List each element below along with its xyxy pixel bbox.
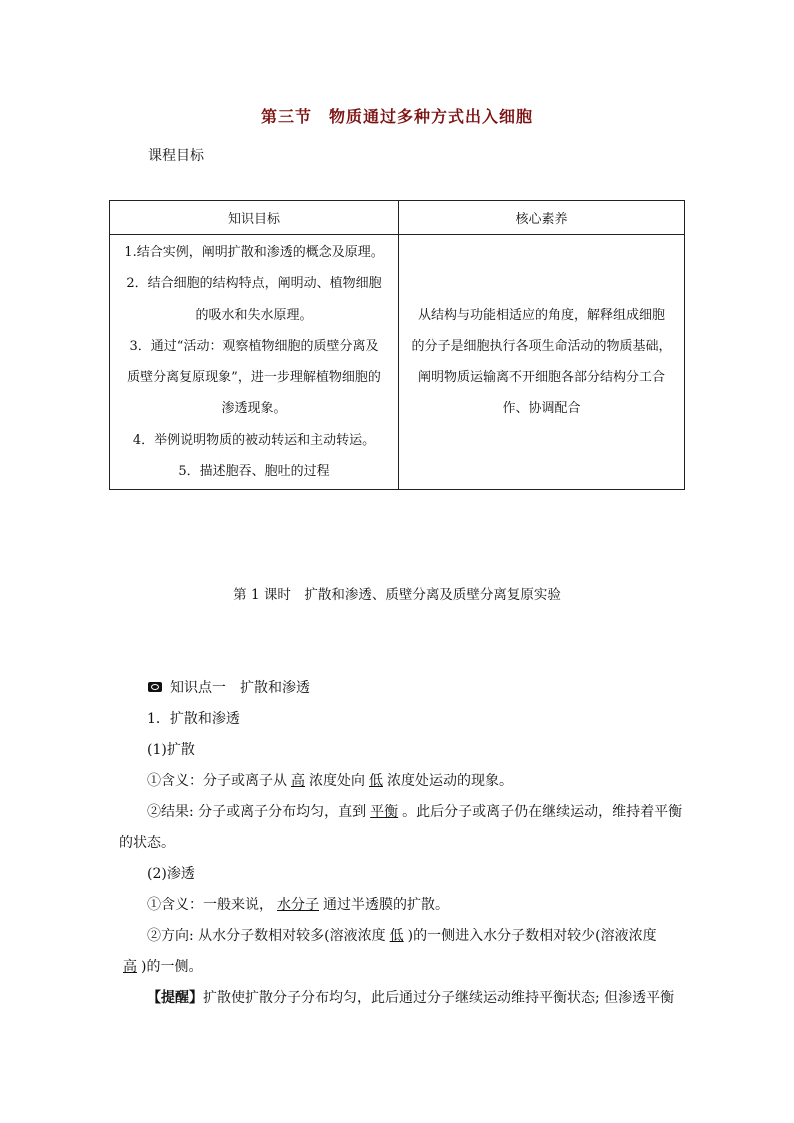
diffusion-definition: ①含义：分子或离子从 高 浓度处向 低 浓度处运动的现象。: [147, 773, 513, 789]
goals-table: [109, 200, 685, 490]
goal-line: 1.结合实例，阐明扩散和渗透的概念及原理。: [124, 245, 384, 260]
core-literacy-cell: [399, 235, 685, 490]
tip-paragraph: 【提醒】扩散使扩散分子分布均匀，此后通过分子继续运动维持平衡状态; 但渗透平衡: [147, 990, 675, 1006]
header-literacy: 核心素养: [399, 201, 685, 235]
literacy-line: 阐明物质运输离不开细胞各部分结构分工合: [417, 370, 665, 386]
header-knowledge: 知识目标: [110, 201, 399, 235]
blank-answer: 低: [389, 928, 404, 944]
knowledge-goals-cell: [110, 235, 399, 490]
lesson-title: 第 1 课时 扩散和渗透、质壁分离及质壁分离复原实验: [233, 587, 561, 603]
heading-diffusion-osmosis: 1．扩散和渗透: [147, 711, 240, 727]
heading-diffusion: (1)扩散: [147, 742, 195, 758]
blank-answer: 高: [291, 773, 305, 789]
course-goals-label: 课程目标: [148, 148, 204, 164]
tip-label: 【提醒】: [147, 990, 203, 1006]
osmosis-direction: ②方向: 从水分子数相对较多(溶液浓度 低 )的一侧进入水分子数相对较少(溶液浓度高 )的一侧。: [119, 921, 684, 983]
book-icon: [148, 682, 162, 692]
goal-line: 2．结合细胞的结构特点，阐明动、植物细胞: [126, 276, 382, 292]
section-title: 知识点一 扩散和渗透: [170, 680, 310, 696]
blank-answer: 高: [123, 959, 137, 975]
goal-line: 4．举例说明物质的被动转运和主动转运。: [132, 432, 376, 448]
goal-line: 3．通过“活动：观察植物细胞的质壁分离及: [129, 338, 379, 354]
content-body: [119, 704, 684, 1014]
literacy-line: 从结构与功能相适应的角度，解释组成细胞: [417, 307, 665, 323]
section-heading: [148, 677, 310, 697]
goal-line: 5．描述胞吞、胞吐的过程: [178, 464, 330, 480]
diffusion-result: ②结果: 分子或离子分布均匀，直到 平衡 。此后分子或离子仍在继续运动，维持着平衡的状态。: [119, 804, 683, 851]
goal-line: 的吸水和失水原理。: [195, 307, 313, 323]
goal-line: 渗透现象。: [221, 401, 287, 417]
literacy-line: 作、协调配合: [502, 401, 581, 417]
blank-answer: 低: [369, 773, 383, 789]
heading-osmosis: (2)渗透: [147, 866, 195, 882]
blank-answer: 平衡: [370, 804, 399, 820]
blank-answer: 水分子: [277, 897, 319, 913]
literacy-line: 的分子是细胞执行各项生命活动的物质基础，: [411, 338, 672, 354]
page-title: 第三节 物质通过多种方式出入细胞: [260, 107, 533, 126]
osmosis-definition: ①含义：一般来说， 水分子 通过半透膜的扩散。: [147, 897, 449, 913]
goal-line: 质壁分离复原现象”，进一步理解植物细胞的: [127, 370, 381, 386]
